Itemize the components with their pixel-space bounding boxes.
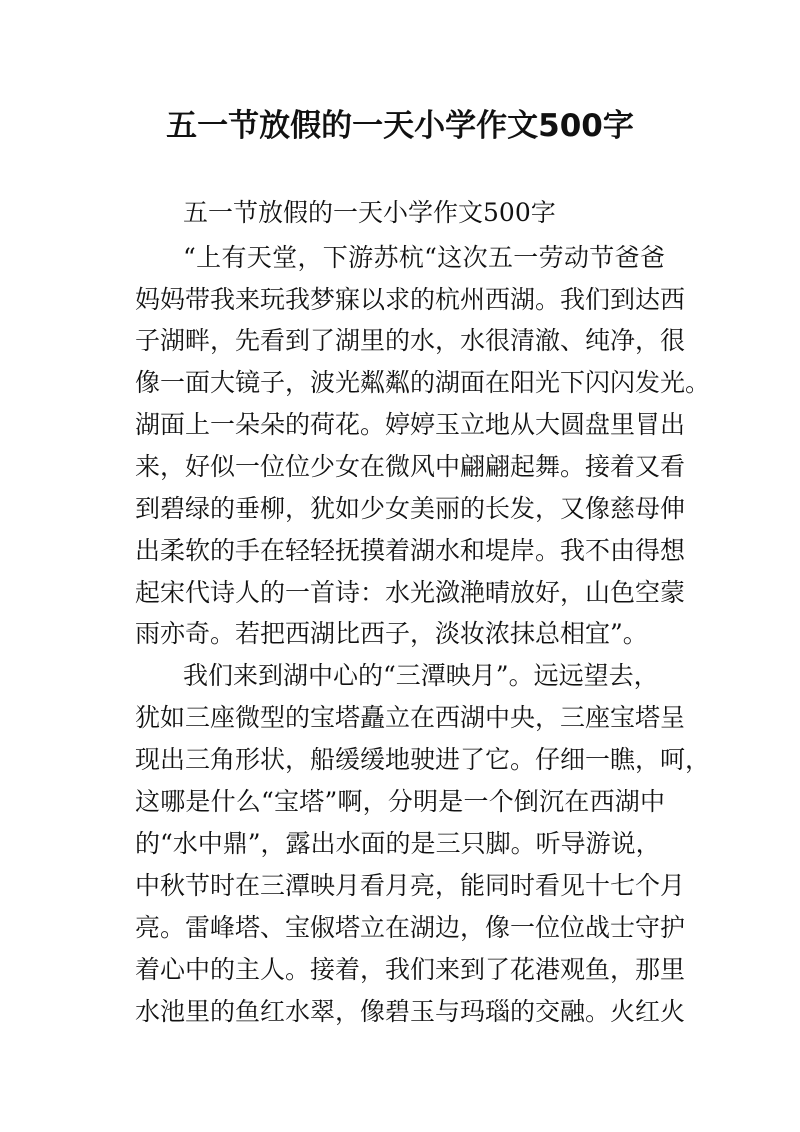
text-line: 到碧绿的垂柳，犹如少女美丽的长发，又像慈母伸 — [135, 494, 686, 523]
document-title: 五一节放假的一天小学作文500字 — [166, 108, 634, 144]
text-line: 来，好似一位位少女在微风中翩翩起舞。接着又看 — [135, 452, 686, 481]
text-line: 这哪是什么“宝塔”啊，分明是一个倒沉在西湖中 — [135, 787, 665, 816]
text-line: 像一面大镜子，波光粼粼的湖面在阳光下闪闪发光。 — [135, 368, 711, 397]
text-line: 犹如三座微型的宝塔矗立在西湖中央，三座宝塔呈 — [135, 703, 686, 732]
text-line: 现出三角形状，船缓缓地驶进了它。仔细一瞧，呵， — [135, 745, 711, 774]
text-line: 着心中的主人。接着，我们来到了花港观鱼，那里 — [135, 955, 686, 984]
text-line: 妈妈带我来玩我梦寐以求的杭州西湖。我们到达西 — [135, 285, 686, 314]
text-line: 的“水中鼎”，露出水面的是三只脚。听导游说， — [135, 829, 661, 858]
text-line: 子湖畔，先看到了湖里的水，水很清澈、纯净，很 — [135, 326, 686, 355]
text-line: 雨亦奇。若把西湖比西子，淡妆浓抹总相宜”。 — [135, 619, 648, 648]
text-line: 起宋代诗人的一首诗：水光潋滟晴放好，山色空蒙 — [135, 578, 686, 607]
text-line: 中秋节时在三潭映月看月亮，能同时看见十七个月 — [135, 871, 686, 900]
text-line: “上有天堂，下游苏杭“这次五一劳动节爸爸 — [183, 243, 665, 272]
text-line: 出柔软的手在轻轻抚摸着湖水和堤岸。我不由得想 — [135, 536, 686, 565]
document-subtitle: 五一节放假的一天小学作文500字 — [183, 198, 556, 227]
text-line: 水池里的鱼红水翠，像碧玉与玛瑙的交融。火红火 — [135, 997, 686, 1026]
text-line: 湖面上一朵朵的荷花。婷婷玉立地从大圆盘里冒出 — [135, 410, 686, 439]
text-line: 亮。雷峰塔、宝俶塔立在湖边，像一位位战士守护 — [135, 913, 686, 942]
text-line: 我们来到湖中心的“三潭映月”。远远望去， — [183, 661, 659, 690]
